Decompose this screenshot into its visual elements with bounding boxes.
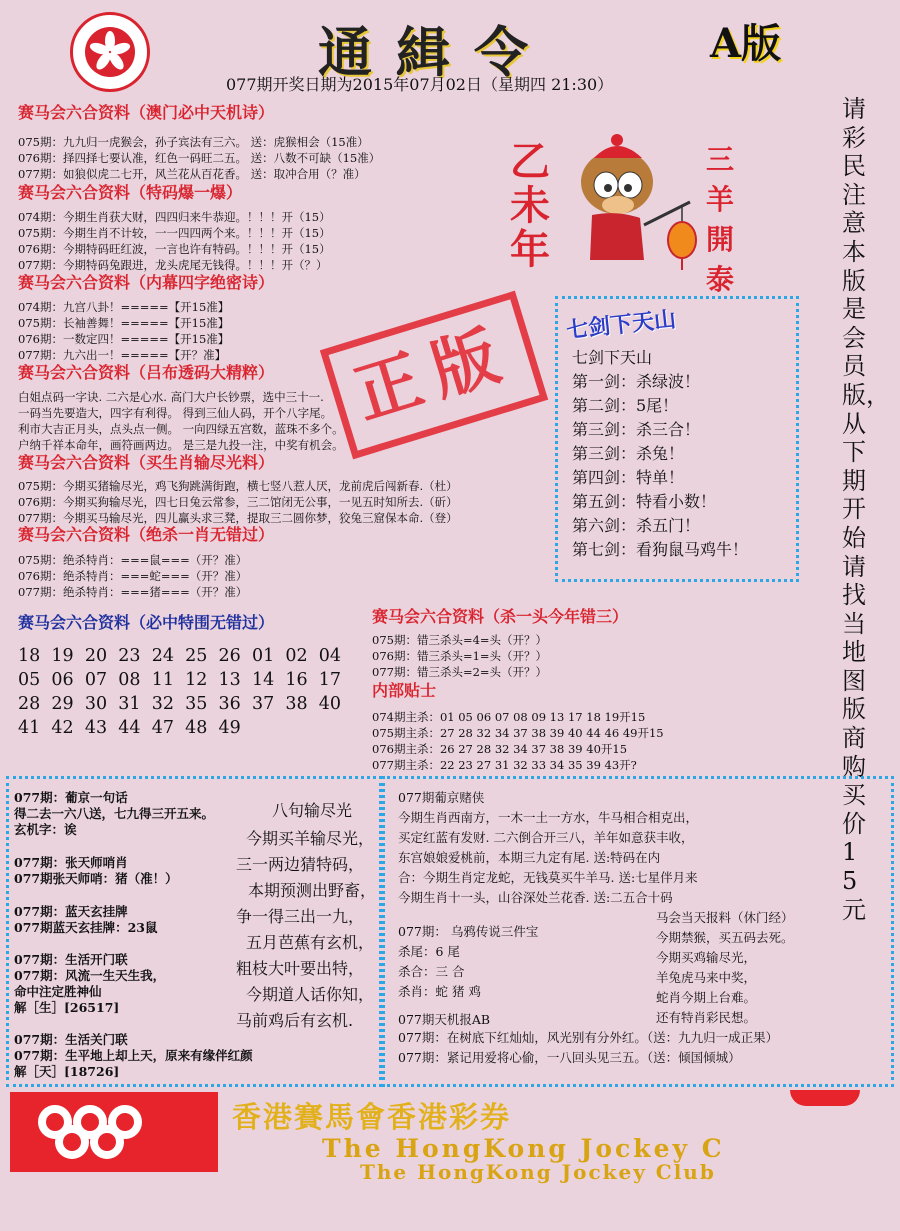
gamble-line: 合：今期生肖定龙蛇，无钱莫买牛羊马. 送:七星伴月来 xyxy=(398,870,698,885)
poem-line: 三一两边猜特码， xyxy=(236,855,365,874)
section-title-inner-tips: 内部贴士 xyxy=(372,681,437,700)
number-row: 41 42 43 44 47 48 49 xyxy=(18,718,241,738)
gamble-line: 今期生肖十一头，山谷深处兰花香. 送:二五合十码 xyxy=(398,890,673,905)
bl-line: 解［生］[26517] xyxy=(14,1000,120,1015)
macau-line: 075期：九九归一虎猴会，孙子宾法有三六。 送：虎猴相会（15准） xyxy=(18,135,369,149)
tips-line: 077期主杀：22 23 27 31 32 33 34 35 39 43开? xyxy=(372,758,637,772)
year-label: 乙未年 xyxy=(510,138,550,273)
burst-line: 077期：今期特码兔跟进，龙头虎尾无钱得。！！！开（？） xyxy=(18,258,328,272)
authentic-stamp: 正版 xyxy=(320,291,548,460)
bl-line: 077期：生活开门联 xyxy=(14,952,128,967)
section-title-inner-four: 赛马会六合资料（内幕四字绝密诗） xyxy=(18,273,275,292)
tips-line: 076期主杀：26 27 28 32 34 37 38 39 40开15 xyxy=(372,742,628,756)
jockey-club-english-2: The HongKong Jockey Club xyxy=(360,1160,716,1184)
kill-one-line: 076期：绝杀特肖：===蛇===（开？准） xyxy=(18,569,248,583)
jockey-club-chinese: 香港賽馬會香港彩券 xyxy=(232,1100,512,1134)
kill-one-line: 075期：绝杀特肖：===鼠===（开？准） xyxy=(18,553,248,567)
bl-line: 077期：张天师哨肖 xyxy=(14,855,128,870)
member-notice: 请彩民注意本版是会员版，从下期开始请找当地图版商购买价15元 xyxy=(842,95,890,924)
buy-zodiac-line: 077期：今期买马输尽光，四儿赢头求三凳，提取三二圆你梦，狡兔三窟保本命.（登） xyxy=(18,511,458,525)
gamble-line: 077期葡京赌侠 xyxy=(398,790,485,805)
bl-line: 命中注定胜神仙 xyxy=(14,984,102,999)
number-row: 05 06 07 08 11 12 13 14 16 17 xyxy=(18,670,342,690)
crow-line: 杀肖：蛇 猪 鸡 xyxy=(398,984,481,999)
burst-line: 075期：今期生肖不计较，一一四四两个来。！！！开（15） xyxy=(18,226,331,240)
gamble-line: 东宫娘娘爱桃前，本期三九定有尾. 送:特码在内 xyxy=(398,850,661,865)
tips-line: 075期主杀：27 28 32 34 37 38 39 40 44 46 49开15 xyxy=(372,726,664,740)
lubu-line: 白姐点码一字诀. 二六是心水. 高门大户长钞票，选中三十一. xyxy=(18,390,324,404)
bl-line: 玄机字：诶 xyxy=(14,822,77,837)
report-line: 今期禁猴，买五码去死。 xyxy=(656,930,794,945)
section-title-lubu: 赛马会六合资料（吕布透码大精粹） xyxy=(18,363,275,382)
jockey-club-english-1: The HongKong Jockey C xyxy=(322,1134,725,1163)
report-line: 蛇肖今期上台难。 xyxy=(656,990,757,1005)
tips-line: 074期主杀：01 05 06 07 08 09 13 17 18 19开15 xyxy=(372,710,646,724)
macau-line: 077期：如狼似虎二七开，风兰花从百花香。 送：取冲合用（？准） xyxy=(18,167,366,181)
jockey-club-logo-icon xyxy=(10,1092,218,1172)
macau-line: 076期：择四择七要认准，红色一码旺二五。 送：八数不可缺（15准） xyxy=(18,151,381,165)
monkey-lantern-icon xyxy=(572,130,702,275)
kill-one-line: 077期：绝杀特肖：===猪===（开？准） xyxy=(18,585,248,599)
sword-line: 第三剑：杀三合！ xyxy=(572,420,701,439)
report-line: 今期买鸡输尽光， xyxy=(656,950,757,965)
section-title-macau: 赛马会六合资料（澳门必中天机诗） xyxy=(18,103,275,122)
sword-line: 第四剑：特单！ xyxy=(572,468,685,487)
poem-line: 今期买羊输尽光， xyxy=(246,829,375,848)
section-title-must-hit: 赛马会六合资料（必中特围无错过） xyxy=(18,613,275,632)
crow-line: 杀合：三 合 xyxy=(398,964,465,979)
bauhinia-emblem-icon xyxy=(70,12,150,92)
buy-zodiac-line: 075期：今期买猪输尽光，鸡飞狗跳满街跑，横七竖八惹人厌，龙前虎后闯新春.（杜） xyxy=(18,479,458,493)
number-row: 18 19 20 23 24 25 26 01 02 04 xyxy=(18,646,342,666)
ab-line: 077期：在树底下红灿灿，风光别有分外红。（送：九九归一成正果） xyxy=(398,1030,779,1045)
poem-line: 争一得三出一九， xyxy=(236,907,365,926)
kill-head-line: 075期：错三杀头=4=头（开？） xyxy=(372,633,548,647)
crow-line: 077期： 乌鸦传说三件宝 xyxy=(398,924,539,939)
inner-four-line: 077期：九六出一！=====【开？准】 xyxy=(18,348,227,362)
bl-line: 077期：葡京一句话 xyxy=(14,790,128,805)
kill-head-line: 077期：错三杀头=2=头（开？） xyxy=(372,665,548,679)
draw-date: 077期开奖日期为2015年07月02日（星期四 21:30） xyxy=(226,75,614,94)
inner-four-line: 076期：一数定四！=====【开15准】 xyxy=(18,332,230,346)
buy-zodiac-line: 076期：今期买狗输尽光，四七日兔云常参，三二馆闭无公事，一见五时知所去.（斫） xyxy=(18,495,458,509)
ab-line: 077期：紧记用爱将心偷，一八回头见三五。（送：倾国倾城） xyxy=(398,1050,741,1065)
seven-swords-logo: 七剑下天山 xyxy=(565,306,678,344)
page-title: 通緝令 xyxy=(318,20,552,84)
sword-line: 第二剑：5尾！ xyxy=(572,396,679,415)
poem-line: 本期预测出野畜， xyxy=(248,881,377,900)
edition-label: A版 xyxy=(710,20,782,67)
inner-four-line: 074期：九宫八卦！=====【开15准】 xyxy=(18,300,230,314)
lubu-line: 利市大吉正月头，点头点一侧。 一向四绿五宫数，蓝珠不多个。 xyxy=(18,422,344,436)
lubu-line: 一码当先要造大，四字有利得。 得到三仙人码，开个八字尾。 xyxy=(18,406,333,420)
bl-line: 得二去一六八送，七九得三开五来。 xyxy=(14,806,215,821)
number-row: 28 29 30 31 32 35 36 37 38 40 xyxy=(18,694,342,714)
kill-head-line: 076期：错三杀头=1=头（开？） xyxy=(372,649,548,663)
section-title-kill-one: 赛马会六合资料（绝杀一肖无错过） xyxy=(18,525,275,544)
burst-line: 074期：今期生肖获大财，四四归来牛恭迎。！！！开（15） xyxy=(18,210,331,224)
burst-line: 076期：今期特码旺红波，一言也许有特码。！！！开（15） xyxy=(18,242,331,256)
gamble-line: 今期生肖西南方，一木一土一方水，牛马相合相克出， xyxy=(398,810,699,825)
sword-line: 七剑下天山 xyxy=(572,348,653,367)
gamble-line: 买定红蓝有发财. 二六倒合开三八，羊年如意获丰收， xyxy=(398,830,694,845)
bl-line: 077期：风流一生天生我， xyxy=(14,968,166,983)
bl-line: 077期：生活关门联 xyxy=(14,1032,128,1047)
report-line: 马会当天报料（休门经） xyxy=(656,910,794,925)
bl-line: 077期：蓝天玄挂牌 xyxy=(14,904,128,919)
greeting-label: 三羊開泰 xyxy=(706,143,735,296)
lubu-line: 户纳千祥本命年，画符画两边。 是三是九投一注，中奖有机会。 xyxy=(18,438,344,452)
sword-line: 第六剑：杀五门！ xyxy=(572,516,701,535)
report-line: 羊兔虎马来中奖， xyxy=(656,970,757,985)
crow-line: 杀尾：6 尾 xyxy=(398,944,460,959)
sword-line: 第三剑：杀兔！ xyxy=(572,444,685,463)
bl-line: 解［天］[18726] xyxy=(14,1064,120,1079)
ab-line: 077期天机报AB xyxy=(398,1012,491,1027)
poem-line: 马前鸡后有玄机. xyxy=(236,1011,354,1030)
poem-line: 八句输尽光 xyxy=(272,801,353,820)
red-decoration xyxy=(790,1090,860,1106)
sword-line: 第一剑：杀绿波！ xyxy=(572,372,701,391)
poem-line: 五月芭蕉有玄机， xyxy=(246,933,375,952)
section-title-kill-head: 赛马会六合资料（杀一头今年错三） xyxy=(372,607,629,626)
report-line: 还有特肖彩民想。 xyxy=(656,1010,757,1025)
poem-line: 今期道人话你知， xyxy=(246,985,375,1004)
sword-line: 第七剑：看狗鼠马鸡牛！ xyxy=(572,540,749,559)
section-title-burst: 赛马会六合资料（特码爆一爆） xyxy=(18,183,243,202)
inner-four-line: 075期：长袖善舞！=====【开15准】 xyxy=(18,316,230,330)
section-title-buy-zodiac: 赛马会六合资料（买生肖输尽光料） xyxy=(18,453,275,472)
bl-line: 077期蓝天玄挂牌：23鼠 xyxy=(14,920,158,935)
bl-line: 077期张天师哨：猪（准！） xyxy=(14,871,178,886)
poem-line: 粗枝大叶要出特， xyxy=(236,959,365,978)
sword-line: 第五剑：特看小数！ xyxy=(572,492,717,511)
bl-line: 077期：生平地上却上天，原来有缘伴红颜 xyxy=(14,1048,253,1063)
